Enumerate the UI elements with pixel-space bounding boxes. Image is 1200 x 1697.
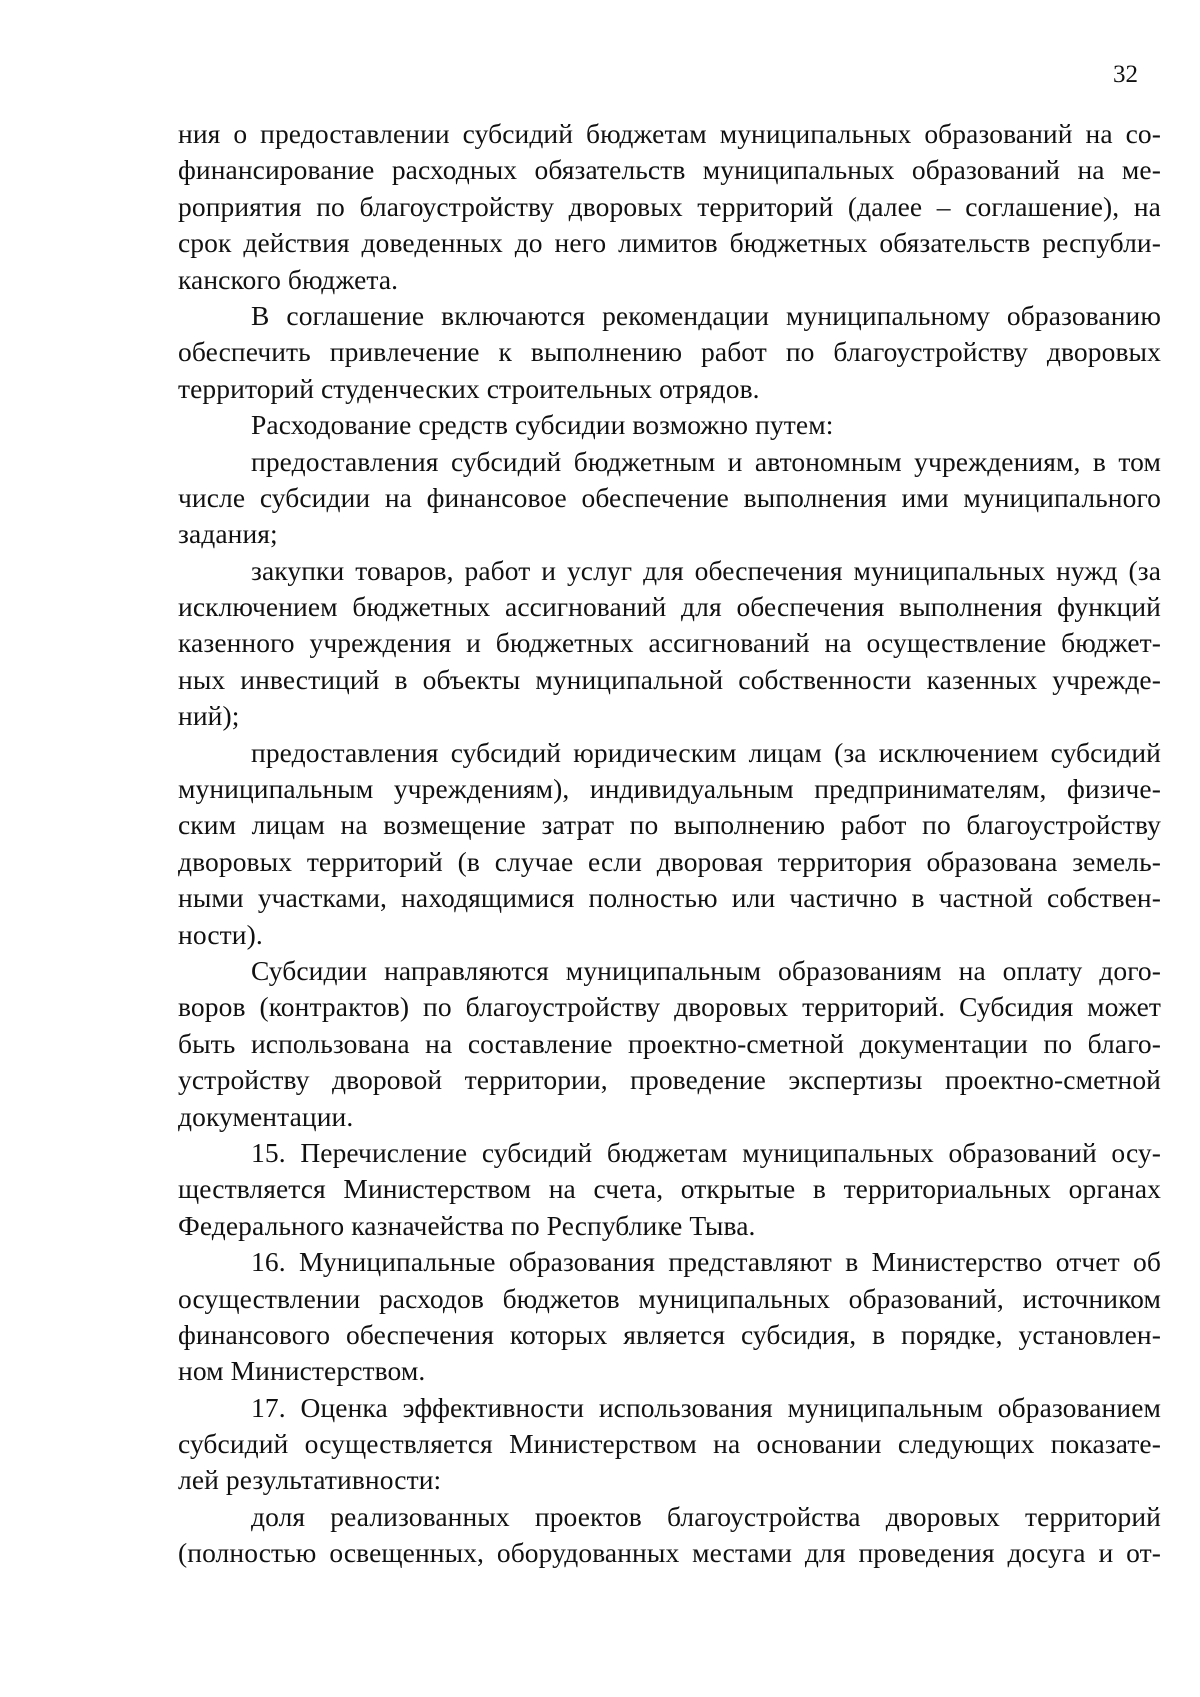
text-line: предоставления субсидий бюджетным и автономным учреждениям, в том bbox=[251, 445, 1161, 477]
text-line: Расходование средств субсидии возможно путем: bbox=[251, 409, 834, 441]
text-line: лей результативности: bbox=[178, 1464, 442, 1496]
text-line: числе субсидии на финансовое обеспечение выполнения ими муниципального bbox=[178, 481, 1161, 513]
text-line: обеспечить привлечение к выполнению работ по благоустройству дворовых bbox=[178, 336, 1161, 368]
document-body bbox=[178, 116, 1161, 1572]
text-line: казенного учреждения и бюджетных ассигнований на осуществление бюджет- bbox=[178, 627, 1161, 659]
text-line: воров (контрактов) по благоустройству дворовых территорий. Субсидия может bbox=[178, 991, 1161, 1023]
text-line: осуществлении расходов бюджетов муниципальных образований, источником bbox=[178, 1282, 1161, 1314]
text-line: В соглашение включаются рекомендации муниципальному образованию bbox=[251, 299, 1161, 331]
text-line: ности). bbox=[178, 918, 263, 950]
text-line: быть использована на составление проектно-сметной документации по благо- bbox=[178, 1027, 1161, 1059]
text-line: ными участками, находящимися полностью или частично в частной собствен- bbox=[178, 882, 1161, 914]
text-line: срок действия доведенных до него лимитов бюджетных обязательств республи- bbox=[178, 227, 1161, 259]
text-line: 15. Перечисление субсидий бюджетам муниципальных образований осу- bbox=[251, 1136, 1161, 1168]
text-line: ном Министерством. bbox=[178, 1355, 426, 1387]
text-line: дворовых территорий (в случае если дворовая территория образована земель- bbox=[178, 845, 1161, 877]
text-line: ния о предоставлении субсидий бюджетам муниципальных образований на со- bbox=[178, 118, 1161, 149]
text-line: задания; bbox=[178, 518, 278, 550]
text-line: муниципальным учреждениям), индивидуальным предпринимателям, физиче- bbox=[178, 773, 1161, 805]
text-line: Субсидии направляются муниципальным образованиям на оплату дого- bbox=[251, 954, 1161, 986]
text-line: 17. Оценка эффективности использования муниципальным образованием bbox=[251, 1391, 1161, 1423]
text-line: финансового обеспечения которых является субсидия, в порядке, установлен- bbox=[178, 1318, 1161, 1350]
text-line: субсидий осуществляется Министерством на основании следующих показате- bbox=[178, 1428, 1161, 1460]
text-line: ским лицам на возмещение затрат по выполнению работ по благоустройству bbox=[178, 809, 1161, 841]
page-number: 32 bbox=[1113, 61, 1138, 88]
text-line: (полностью освещенных, оборудованных местами для проведения досуга и от- bbox=[178, 1537, 1161, 1569]
text-line: канского бюджета. bbox=[178, 263, 399, 295]
text-line: закупки товаров, работ и услуг для обеспечения муниципальных нужд (за bbox=[251, 554, 1161, 586]
text-line: исключением бюджетных ассигнований для обеспечения выполнения функций bbox=[178, 591, 1161, 623]
text-line: предоставления субсидий юридическим лицам (за исключением субсидий bbox=[251, 736, 1161, 768]
text-line: территорий студенческих строительных отрядов. bbox=[178, 372, 760, 404]
text-line: устройству дворовой территории, проведение экспертизы проектно-сметной bbox=[178, 1064, 1161, 1096]
text-line: финансирование расходных обязательств муниципальных образований на ме- bbox=[178, 154, 1161, 186]
text-line: ний); bbox=[178, 700, 240, 732]
text-line: ных инвестиций в объекты муниципальной собственности казенных учрежде- bbox=[178, 663, 1161, 695]
text-line: ществляется Министерством на счета, открытые в территориальных органах bbox=[178, 1173, 1161, 1205]
text-line: доля реализованных проектов благоустройства дворовых территорий bbox=[251, 1500, 1161, 1532]
text-line: 16. Муниципальные образования представляют в Министерство отчет об bbox=[251, 1246, 1161, 1278]
text-line: Федерального казначейства по Республике Тыва. bbox=[178, 1209, 756, 1241]
text-line: документации. bbox=[178, 1100, 354, 1132]
text-line: роприятия по благоустройству дворовых территорий (далее – соглашение), на bbox=[178, 190, 1161, 222]
